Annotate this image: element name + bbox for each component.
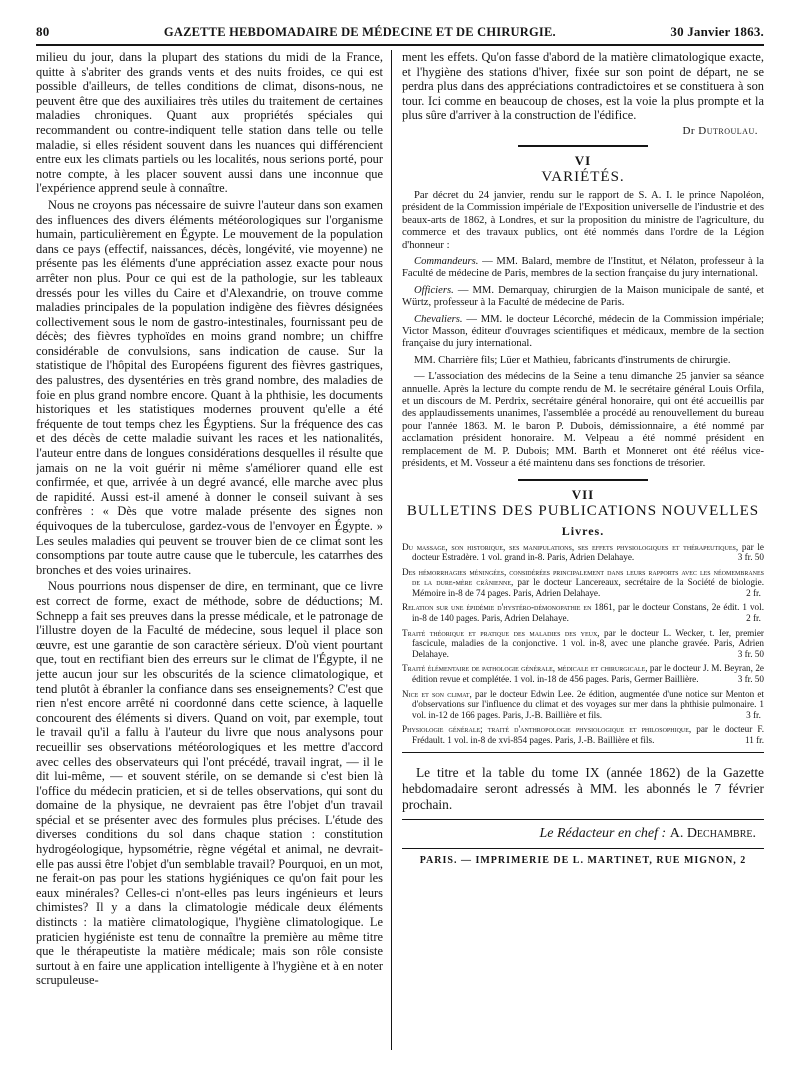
paragraph: milieu du jour, dans la plupart des stations du midi de la France, quitte à s'abriter des grands vents et des nuits froides, ce qui est possible d'ailleurs, de telles conditions de climat, disons-nous, ne peuvent être que des auxiliaires très utiles du traitement de certaines maladies chroniques. Quant aux propriétés spéciales qui recommandent ou contre-indiquent telle station dans telle ou telle maladie, si elles résident souvent dans les nuances qui différencient entre eux les climats partiels ou les localités, nous serions porté, pour notre compte, à les placer souvent aussi dans une inconnue que l'expérience apprend seule à connaître. xyxy=(36,50,383,196)
signature-prefix: Dr xyxy=(682,124,696,137)
book-entry xyxy=(402,602,764,623)
horizontal-rule xyxy=(402,752,764,753)
officiers-paragraph xyxy=(402,285,764,310)
section-title: VARIÉTÉS. xyxy=(541,168,625,185)
decree-paragraph: Par décret du 24 janvier, rendu sur le rapport de S. A. I. le prince Napoléon, président de la Commission impériale de l'Exposition universelle de l'industrie et des beaux-arts de 1862, à Londres, et sur la proposition du ministre de l'agriculture, du commerce et des travaux publics, ont été nommés dans l'ordre de la Légion d'honneur : xyxy=(402,189,764,251)
association-paragraph: — L'association des médecins de la Seine a tenu dimanche 25 janvier sa séance annuelle. Après la lecture du compte rendu de M. le secrétaire général Louis Orfila, et un discours de M. Perdrix, secrétaire général honoraire, qui ont été accueillis par des applaudissements unanimes, l'assemblée a procédé au renouvellement du bureau pour l'année 1863. M. le baron P. Dubois, démissionnaire, a été nommé par acclamation président honoraire. M. Velpeau a été nommé président en remplacement de M. P. Dubois; MM. Barth et Monneret ont été réélus vice-présidents, et M. Vosseur a été maintenu dans ses fonctions de trésorier. xyxy=(402,371,764,470)
book-title: Du massage, son historique, ses manipulations, ses effets physiologiques et thérapeutiques, xyxy=(402,541,739,552)
signature-name: Dutroulau. xyxy=(698,124,758,137)
commandeurs-label: Commandeurs. xyxy=(414,256,479,267)
section-divider xyxy=(518,479,648,481)
book-price: 3 fr. xyxy=(746,709,761,720)
book-details: par le docteur J. M. Beyran, 2e édition revue et complétée. 1 vol. in-18 de 456 pages. Paris, Germer Baillière. xyxy=(412,663,764,685)
book-details: par le docteur L. Wecker, t. Ier, premier fascicule, maladies de la conjonctive. 1 vol. in-8, avec une planche gravée. Paris, Adrien Delahaye. xyxy=(412,627,764,659)
book-title: Des hémorrhagies méningées, considérées principalement dans leurs rapports avec les néomembranes de la dure-mère crânienne, xyxy=(402,566,764,588)
book-price: 2 fr. xyxy=(746,613,761,624)
book-price: 3 fr. 50 xyxy=(737,552,764,563)
book-details: par le docteur Lancereaux, secrétaire de la Société de biologie. Mémoire in-8 de 74 pages. Paris, Adrien Delahaye. xyxy=(412,577,764,598)
editor-label: Le Rédacteur en chef : xyxy=(539,825,667,841)
book-details: par le docteur Constans, 2e édit. 1 vol. in-8 de 140 pages. Paris, Adrien Delahaye. xyxy=(412,602,764,624)
book-price: 11 fr. xyxy=(744,735,764,745)
book-entry xyxy=(402,724,764,745)
horizontal-rule xyxy=(402,848,764,849)
section-title: BULLETINS DES PUBLICATIONS NOUVELLES xyxy=(406,502,760,519)
page-header xyxy=(36,24,764,46)
section-number: VII xyxy=(571,486,595,502)
right-column xyxy=(392,50,764,1050)
paragraph: ment les effets. Qu'on fasse d'abord de la matière climatologique exacte, et l'hygiène des stations d'hiver, fixée sur son point de départ, ne se perdra plus dans des appréciations contradictoires et se constituera à son tour. Ici comme en beaucoup de choses, est la voie la plus prompte et la plus sûre d'arriver à la construction de l'édifice. xyxy=(402,50,764,123)
book-entry xyxy=(402,542,764,563)
book-price: 2 fr. xyxy=(746,587,761,598)
section-divider xyxy=(518,145,648,147)
officiers-text: — MM. Demarquay, chirurgien de la Maison municipale de santé, et Würtz, professeur à la Faculté de médecine de Paris. xyxy=(402,284,764,309)
books-subhead: Livres. xyxy=(561,523,605,538)
book-title: Traité théorique et pratique des maladies des yeux, xyxy=(402,627,600,638)
book-title: Nice et son climat, xyxy=(402,688,472,699)
book-title: Relation sur une épidémie d'hystéro-démonopathie en 1861, xyxy=(402,602,616,613)
horizontal-rule xyxy=(402,819,764,820)
book-details: par le docteur Estradère. 1 vol. grand in-8. Paris, Adrien Delahaye. xyxy=(412,541,764,563)
book-title: Physiologie générale; traité d'anthropologie physiologique et philosophique, xyxy=(402,724,692,735)
commandeurs-text: — MM. Balard, membre de l'Institut, et Nélaton, professeur à la Faculté de médecine de Paris, membres de la section française du jury international. xyxy=(402,256,764,280)
editor-name: A. Dechambre. xyxy=(669,825,756,841)
commandeurs-paragraph xyxy=(402,256,764,281)
paragraph: Nous ne croyons pas nécessaire de suivre l'auteur dans son examen des influences des divers éléments météorologiques sur l'organisme humain, particulièrement en Égypte. Le mouvement de la population dans ce pays (effectif, naissances, décès, longévité, vie moyenne) ne présente pas les éléments d'une appréciation assez exacte pour nous arrêter non plus. Pour ce qui est de la pathologie, sur les tableaux dressés pour les villes du Caire et d'Alexandrie, on trouve comme maladies principales de la population indigène des fièvres désignées collectivement sous le nom de gastro-intestinales, fournissant peu de décès; des fièvres typhoïdes en moins grand nombre; un chiffre considérable de convulsions, sans indication de cause. Sur la statistique de l'hôpital des Européens figurent des fièvres gastriques, des palustres, des dysentéries en très grand nombre, des maladies de foie en plus grand nombre encore. Quant à la phthisie, les documents historiques et les statistiques modernes prouvent qu'elle a été fréquente de tout temps chez les Égyptiens. Sur la fréquence des cas et des décès de cette maladie suivant les races et les nationalités, l'auteur entre dans de longues considérations desquelles il résulte que jamais on ne la voit guérir ni même s'améliorer quand elle est confirmée, et que, arrivée à un degré avancé, elle marche avec plus de rapidité. Aussi est-il amené à donner le conseil suivant à ses confrères : « Dès que votre malade présente des signes non équivoques de la tuberculose, gardez-vous de l'envoyer en Égypte. » Les seules maladies qui peuvent se trouver bien de ce climat sont les consomptions par toute autre cause que le tubercule, les catarrhes des bronches et des voies urinaires. xyxy=(36,197,383,577)
chevaliers-text: — MM. le docteur Lécorché, médecin de la Commission impériale; Victor Masson, éditeur d'ouvrages scientifiques et médicaux, membre de la section française du jury international. xyxy=(402,313,764,350)
book-details: par le docteur Edwin Lee. 2e édition, augmentée d'une notice sur Menton et d'observations sur l'influence du climat et des voyages sur mer dans la phthisie pulmonaire. 1 vol. in-12 de 166 pages. Paris, J.-B. Baillière et fils. xyxy=(412,688,764,720)
issue-date: 30 Janvier 1863. xyxy=(670,24,764,39)
chevaliers-paragraph xyxy=(402,314,764,351)
editor-credit xyxy=(402,826,756,842)
book-price: 3 fr. 50 xyxy=(737,674,764,685)
others-paragraph: MM. Charrière fils; Lüer et Mathieu, fabricants d'instruments de chirurgie. xyxy=(414,354,731,366)
author-signature xyxy=(402,125,758,137)
book-entry xyxy=(402,689,764,721)
subscriber-notice: Le titre et la table du tome IX (année 1862) de la Gazette hebdomadaire seront adressés à MM. les abonnés le 7 février prochain. xyxy=(402,764,764,812)
page-number: 80 xyxy=(36,24,50,39)
book-title: Traité élémentaire de pathologie générale, médicale et chirurgicale, xyxy=(402,663,648,674)
book-price: 3 fr. 50 xyxy=(737,648,764,659)
book-details: par le docteur F. Frédault. 1 vol. in-8 de xvi-854 pages. Paris, J.-B. Baillière et fils. xyxy=(412,724,764,745)
book-entry xyxy=(402,628,764,660)
book-list xyxy=(402,542,764,746)
chevaliers-label: Chevaliers. xyxy=(414,313,463,325)
book-entry xyxy=(402,567,764,599)
book-entry xyxy=(402,663,764,684)
left-column xyxy=(36,50,392,1050)
officiers-label: Officiers. xyxy=(414,284,454,296)
two-column-body xyxy=(36,50,764,1050)
section-number: VI xyxy=(574,152,592,168)
printer-imprint: PARIS. — IMPRIMERIE DE L. MARTINET, RUE MIGNON, 2 xyxy=(419,854,747,866)
paragraph: Nous pourrions nous dispenser de dire, en terminant, que ce livre est correct de forme, exact de méthode, sobre de déductions; M. Schnepp a fait ses preuves dans la presse médicale, et le patronage de l'illustre doyen de la Faculté de médecine, sous lequel il place son œuvre, est une garantie de son caractère sérieux. D'où vient pourtant que, tout en rectifiant bien des erreurs sur le climat de l'Égypte, il ne jette aucun jour sur les obscurités de la science climatologique, et tend plutôt à ébranler la confiance dans ses enseignements? C'est que rien n'est encore arrêté ni coordonné dans cette science, à laquelle concourent des éléments si divers. Quand on voit, par exemple, tout le travail qu'il a fallu à l'auteur du livre que nous analysons pour recueillir ses observations météorologiques et les mettre d'accord avec celles des observateurs qui l'ont précédé, travail ingrat, — il le dit lui-même, — et souvent stérile, on se demande si c'est bien là l'office du médecin praticien, et si de telles observations, qui sont du domaine de la physique, ne devraient pas être l'objet d'un travail spécial et se présenter avec des formules plus précises. L'étude des diverses conditions du sol dans chaque station : constitution hydrogéologique, hypsométrie, règne végétal et animal, ne devrait-elle pas aussi être l'objet d'un semblable travail? Pourquoi, en un mot, ne ferait-on pas pour les stations hygiéniques ce qu'on fait pour les eaux minérales? Celles-ci n'ont-elles pas leurs ingénieurs et leurs chimistes? Il y a dans la climatologie médicale deux éléments distincts : la matière climatologique, l'hygiène climatologique. Le praticien hygiéniste est tenu de connaître la première au même titre que le thérapeutiste la matière médicale; mais son rôle consiste surtout à en faire une application intelligente à l'hygiène et à en noter scrupuleuse- xyxy=(36,579,383,988)
journal-title: GAZETTE HEBDOMADAIRE DE MÉDECINE ET DE CHIRURGIE. xyxy=(163,25,556,39)
